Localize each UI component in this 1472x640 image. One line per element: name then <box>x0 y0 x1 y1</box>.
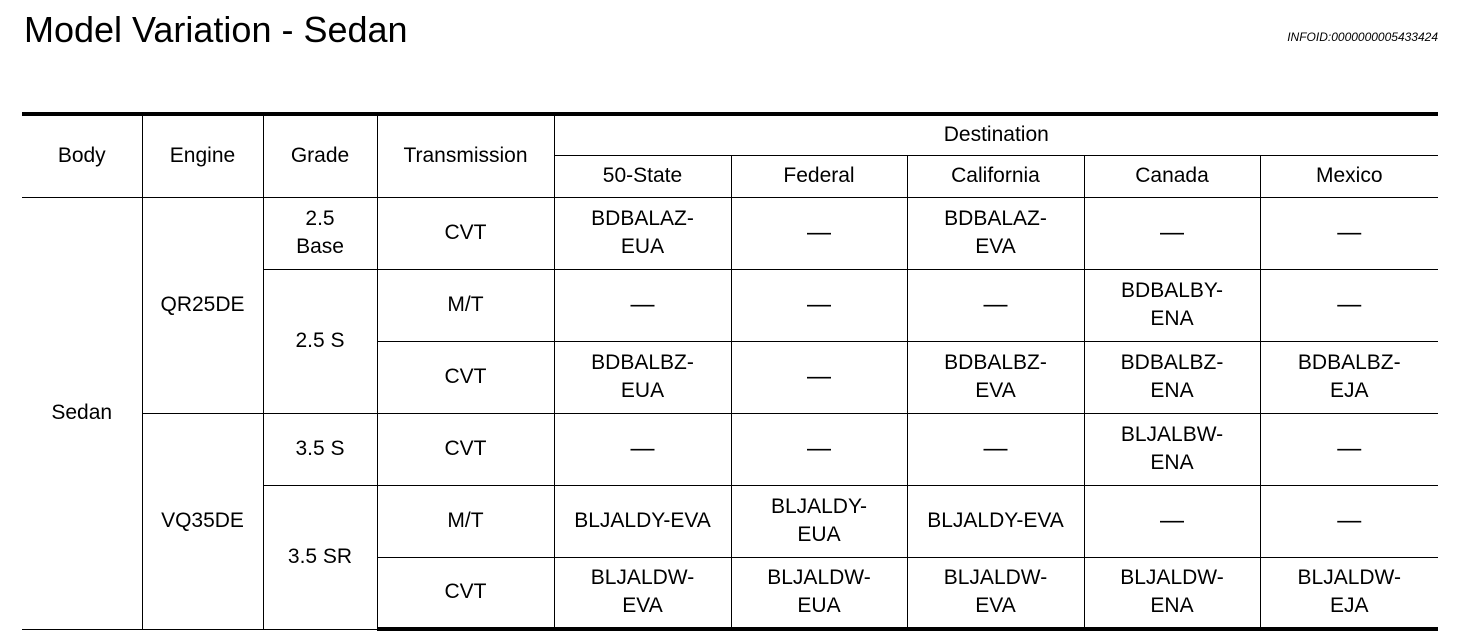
destination-cell: — <box>731 197 907 269</box>
destination-cell: BDBALAZ- EUA <box>554 197 731 269</box>
destination-cell: BLJALDW- EJA <box>1260 557 1438 629</box>
destination-cell: BDBALBZ- EUA <box>554 341 731 413</box>
grade-cell: 3.5 S <box>263 413 377 485</box>
destination-cell: BLJALDY-EVA <box>907 485 1084 557</box>
header-engine: Engine <box>142 114 263 197</box>
destination-cell: BDBALBZ- EJA <box>1260 341 1438 413</box>
destination-cell: — <box>554 269 731 341</box>
destination-cell: BLJALBW- ENA <box>1084 413 1260 485</box>
destination-cell: BLJALDW- EUA <box>731 557 907 629</box>
destination-cell: BDBALBY- ENA <box>1084 269 1260 341</box>
destination-cell: BLJALDW- ENA <box>1084 557 1260 629</box>
transmission-cell: M/T <box>377 485 554 557</box>
destination-cell: BDBALBZ- ENA <box>1084 341 1260 413</box>
destination-cell: BLJALDY-EVA <box>554 485 731 557</box>
destination-cell: — <box>1084 197 1260 269</box>
header-destination-california: California <box>907 155 1084 197</box>
header-destination-mexico: Mexico <box>1260 155 1438 197</box>
transmission-cell: M/T <box>377 269 554 341</box>
destination-cell: — <box>731 413 907 485</box>
body-cell: Sedan <box>22 197 142 629</box>
destination-cell: — <box>907 269 1084 341</box>
transmission-cell: CVT <box>377 557 554 629</box>
header-destination: Destination <box>554 114 1438 155</box>
destination-cell: — <box>554 413 731 485</box>
engine-cell: QR25DE <box>142 197 263 413</box>
destination-cell: BDBALBZ- EVA <box>907 341 1084 413</box>
grade-cell: 2.5 Base <box>263 197 377 269</box>
table-row <box>22 413 1438 485</box>
destination-cell: — <box>1084 485 1260 557</box>
destination-cell: — <box>907 413 1084 485</box>
page-title: Model Variation - Sedan <box>24 9 408 50</box>
model-variation-table <box>22 112 1438 631</box>
destination-cell: — <box>1260 197 1438 269</box>
engine-cell: VQ35DE <box>142 413 263 629</box>
destination-cell: — <box>731 269 907 341</box>
destination-cell: BLJALDY- EUA <box>731 485 907 557</box>
table-row <box>22 197 1438 269</box>
transmission-cell: CVT <box>377 197 554 269</box>
grade-cell: 3.5 SR <box>263 485 377 629</box>
destination-cell: BLJALDW- EVA <box>907 557 1084 629</box>
destination-cell: BLJALDW- EVA <box>554 557 731 629</box>
header-destination-federal: Federal <box>731 155 907 197</box>
transmission-cell: CVT <box>377 413 554 485</box>
destination-cell: — <box>1260 413 1438 485</box>
header-destination-50-state: 50-State <box>554 155 731 197</box>
destination-cell: — <box>1260 269 1438 341</box>
info-id: INFOID:0000000005433424 <box>1287 30 1438 44</box>
header-destination-canada: Canada <box>1084 155 1260 197</box>
transmission-cell: CVT <box>377 341 554 413</box>
header-transmission: Transmission <box>377 114 554 197</box>
destination-cell: BDBALAZ- EVA <box>907 197 1084 269</box>
header-body: Body <box>22 114 142 197</box>
grade-cell: 2.5 S <box>263 269 377 413</box>
destination-cell: — <box>731 341 907 413</box>
destination-cell: — <box>1260 485 1438 557</box>
header-grade: Grade <box>263 114 377 197</box>
table-body <box>22 197 1438 629</box>
